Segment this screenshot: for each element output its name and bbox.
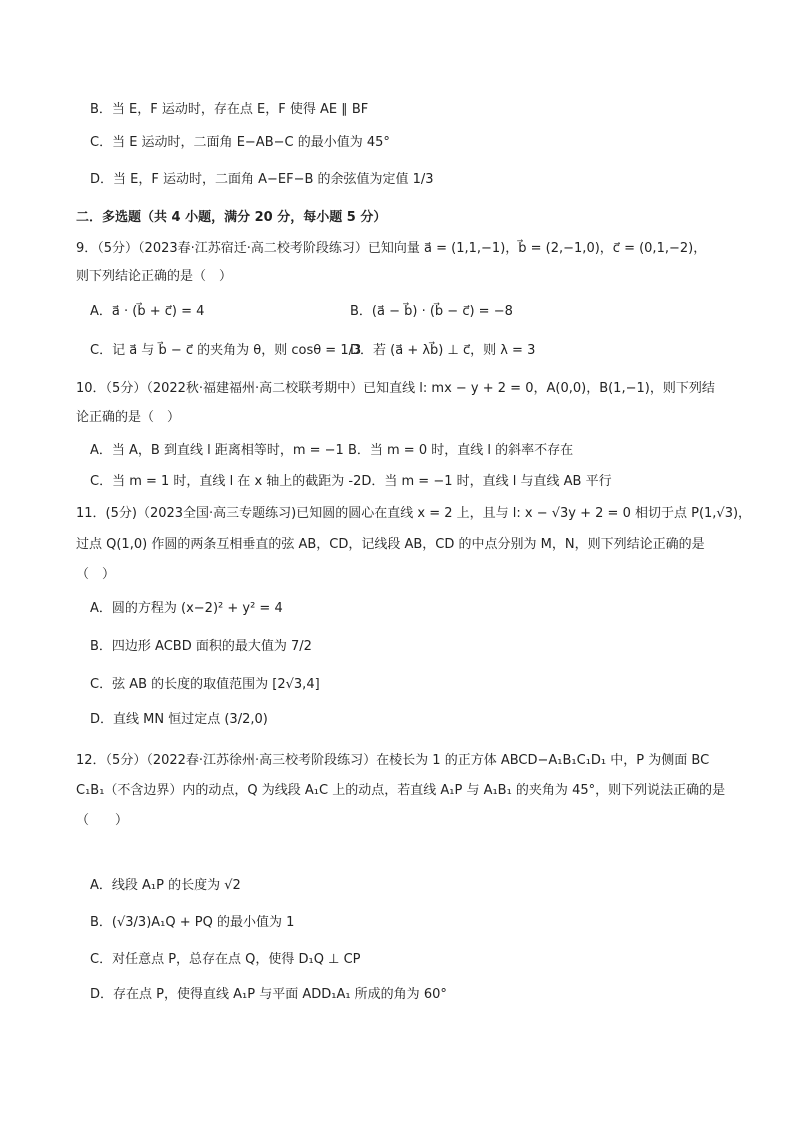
question-text-line: 11．(5分)（2023全国·高三专题练习)已知圆的圆心在直线 x = 2 上，且与 l: x − √3y + 2 = 0 相切于点 P(1,√3)， — [76, 506, 752, 521]
question-text-line: C．当 E 运动时，二面角 E−AB−C 的最小值为 45° — [90, 135, 390, 150]
question-text-line: 12．（5分）（2022春·江苏徐州·高三校考阶段练习）在棱长为 1 的正方体 ABCD−A₁B₁C₁D₁ 中，P 为侧面 BC — [76, 753, 710, 768]
question-text-line: C．对任意点 P，总存在点 Q，使得 D₁Q ⊥ CP — [90, 952, 361, 967]
question-text-line: D．直线 MN 恒过定点 (3/2,0) — [90, 712, 268, 727]
question-text-line: 9．（5分）（2023春·江苏宿迁·高二校考阶段练习）已知向量 a⃗ = (1,1,−1)，b⃗ = (2,−1,0)，c⃗ = (0,1,−2)， — [76, 241, 707, 256]
question-text-line: 10．（5分）（2022秋·福建福州·高二校联考期中）已知直线 l: mx − y + 2 = 0，A(0,0)，B(1,−1)，则下列结 — [76, 381, 715, 396]
question-text-line: B．(a⃗ − b⃗) · (b⃗ − c⃗) = −8 — [350, 304, 513, 319]
question-text-line: 论正确的是（ ） — [76, 410, 181, 425]
question-text-line: A．a⃗ · (b⃗ + c⃗) = 4 — [90, 304, 205, 319]
question-text-line: C．记 a⃗ 与 b⃗ − c⃗ 的夹角为 θ，则 cosθ = 1/3 — [90, 343, 362, 358]
question-text-line: C．弦 AB 的长度的取值范围为 [2√3,4] — [90, 677, 320, 692]
question-text-line: A．线段 A₁P 的长度为 √2 — [90, 878, 241, 893]
question-text-line: A．当 A，B 到直线 l 距离相等时，m = −1 B．当 m = 0 时，直线 l 的斜率不存在 — [90, 443, 574, 458]
question-text-line: B．(√3/3)A₁Q + PQ 的最小值为 1 — [90, 915, 295, 930]
question-text-line: D．存在点 P，使得直线 A₁P 与平面 ADD₁A₁ 所成的角为 60° — [90, 987, 447, 1002]
question-text-line: B．四边形 ACBD 面积的最大值为 7/2 — [90, 639, 312, 654]
question-text-line: D．当 E，F 运动时，二面角 A−EF−B 的余弦值为定值 1/3 — [90, 172, 434, 187]
question-text-line: A．圆的方程为 (x−2)² + y² = 4 — [90, 601, 283, 616]
question-text-line: 过点 Q(1,0) 作圆的两条互相垂直的弦 AB，CD，记线段 AB，CD 的中点分别为 M，N，则下列结论正确的是 — [76, 537, 705, 552]
question-text-line: （ ） — [76, 567, 116, 582]
question-text-line: C．当 m = 1 时，直线 l 在 x 轴上的截距为 -2D．当 m = −1 时，直线 l 与直线 AB 平行 — [90, 474, 612, 489]
section-heading: 二．多选题（共 4 小题，满分 20 分，每小题 5 分） — [76, 210, 387, 225]
question-text-line: B．当 E，F 运动时，存在点 E，F 使得 AE ∥ BF — [90, 102, 369, 117]
question-text-line: 则下列结论正确的是（ ） — [76, 269, 233, 284]
question-text-line: （ ） — [76, 813, 129, 828]
question-text-line: D．若 (a⃗ + λb⃗) ⊥ c⃗，则 λ = 3 — [350, 343, 536, 358]
question-text-line: C₁B₁（不含边界）内的动点，Q 为线段 A₁C 上的动点，若直线 A₁P 与 A₁B₁ 的夹角为 45°，则下列说法正确的是 — [76, 783, 726, 798]
